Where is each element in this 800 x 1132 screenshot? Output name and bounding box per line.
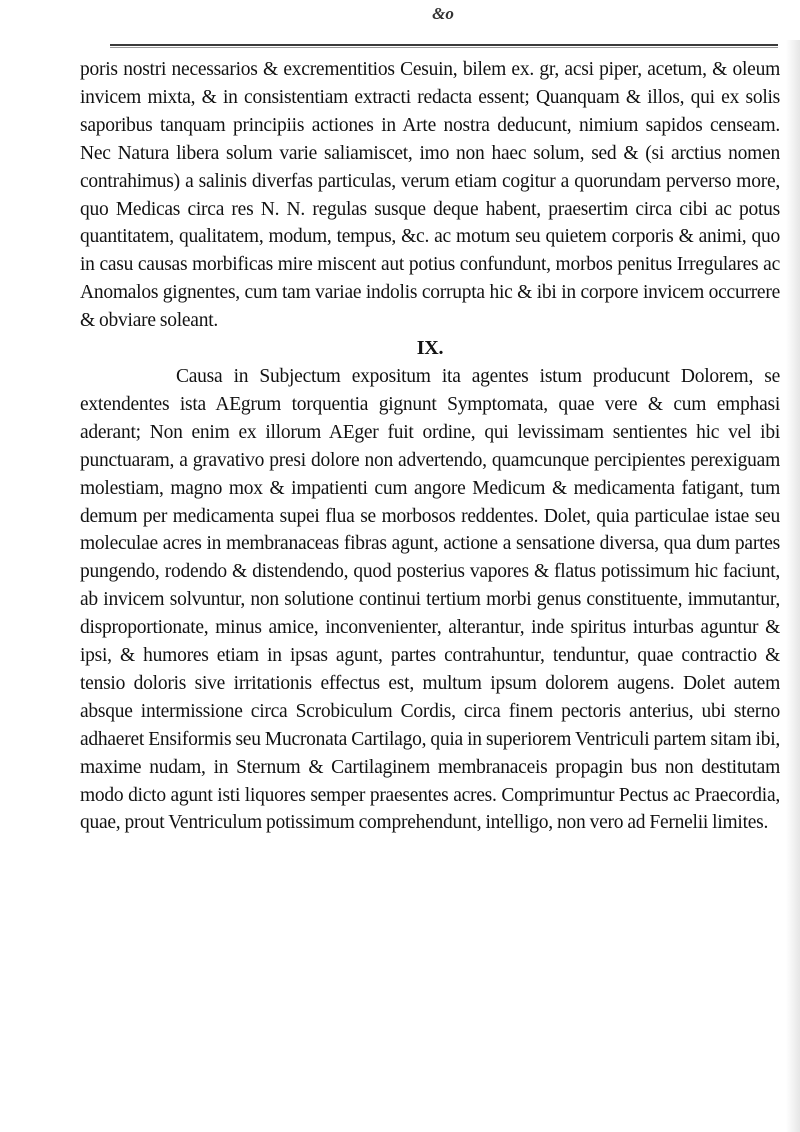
- page-edge-shadow: [786, 40, 800, 1132]
- paragraph-section-ix: Causa in Subjectum expositum ita agentes istum producunt Dolorem, se extendentes ista AEgrum torquentia gignunt Symptomata, quae vere & cum emphasi aderant; Non enim ex illorum AEger fuit ordine, qui levissimam sentientes hic vel ibi punctuaram, a gravativo presi dolore non advertendo, quamcunque percipientes perexiguam molestiam, magno mox & impatienti cum angore Medicum & medicamenta fatigant, tum demum per medicamenta supei flua se morbosos reddentes. Dolet, quia particulae istae seu moleculae acres in membranaceas fibras agunt, actione a sensatione diversa, qua dum partes pungendo, rodendo & distendendo, quod posterius vapores & flatus potissimum hic faciunt, ab invicem solvuntur, non solutione continui tertium morbi genus constituente, immutantur, disproportionate, minus amice, inconvenienter, alterantur, inde spiritus inturbas aguntur & ipsi, & humores etiam in ipsas agunt, partes contrahuntur, tenduntur, quae contractio & tensio doloris sive irritationis effectus est, multum ipsum dolorem augens. Dolet autem absque intermissione circa Scrobiculum Cordis, circa finem pectoris anterius, ubi sterno adhaeret Ensiformis seu Mucronata Cartilago, quia in superiorem Ventriculi partem sitam ibi, maxime nudam, in Sternum & Cartilaginem membranaceis propagin bus non destitutam modo dicto agunt isti liquores semper praesentes acres. Comprimuntur Pectus ac Praecordia, quae, prout Ventriculum potissimum comprehendunt, intelligo, non vero ad Fernelii limites.: [80, 365, 780, 834]
- page-text: [80, 56, 780, 837]
- paragraph-continuation: poris nostri necessarios & excrementitios Cesuin, bilem ex. gr, acsi piper, acetum, & oleum invicem mixta, & in consistentiam extracti redacta essent; Quanquam & illos, qui ex solis saporibus tanquam principiis actiones in Arte nostra deducunt, nimium sapidos censeam. Nec Natura libera solum varie saliamiscet, imo non haec solum, sed & (si arctius nomen contrahimus) a salinis diverfas particulas, verum etiam cogitur a quorundam perverso more, quo Medicas circa res N. N. regulas susque deque habent, praesertim circa cibi ac potus quantitatem, qualitatem, modum, tempus, &c. ac motum seu quietem corporis & animi, quo in casu causas morbificas mire miscent aut potius confundunt, morbos penitus Irregulares ac Anomalos gignentes, cum tam variae indolis corrupta hic & ibi in corpore invicem occurrere & obviare soleant.: [80, 59, 780, 332]
- section-numeral: IX.: [416, 337, 444, 360]
- signature-mark: &o: [432, 4, 454, 23]
- header-rule: [110, 44, 778, 46]
